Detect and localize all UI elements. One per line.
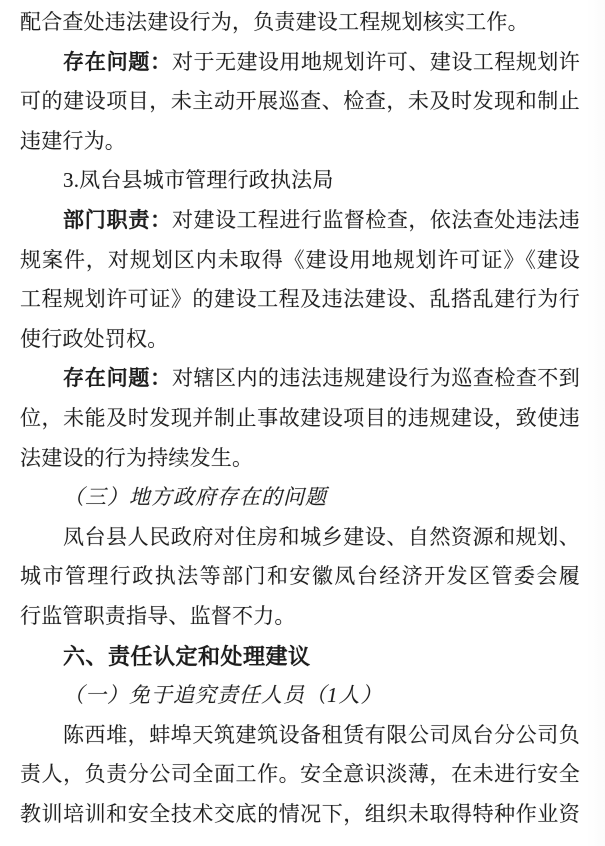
text-run: 凤台县人民政府对住房和城乡建设、自然资源和规划、: [63, 524, 580, 549]
text-run: 行监管职责指导、监督不力。: [20, 603, 296, 628]
text-line-4: [20, 122, 580, 162]
text-line-10: [20, 359, 580, 399]
text-line-18: [20, 676, 580, 716]
text-run: 对建设工程进行监督检查，依法查处违法违: [171, 207, 581, 232]
text-run: 教训培训和安全技术交底的情况下，组织未取得特种作业资: [20, 801, 580, 826]
text-line-19: [20, 716, 580, 756]
text-run: 法建设的行为持续发生。: [20, 445, 254, 470]
text-run: 对辖区内的违法违规建设行为巡查检查不到: [171, 366, 581, 391]
text-run: 违建行为。: [20, 128, 126, 153]
text-run: 陈西堆，蚌埠天筑建筑设备租赁有限公司凤台分公司负: [63, 722, 580, 747]
text-line-1: [20, 3, 580, 43]
text-line-6: [20, 201, 580, 241]
text-line-14: [20, 518, 580, 558]
text-run: 六、责任认定和处理建议: [63, 643, 311, 669]
text-run: （一）免于追究责任人员（1人）: [63, 683, 383, 708]
text-run: 工程规划许可证》的建设工程及违法建设、乱搭乱建行为行: [20, 287, 580, 312]
text-line-5: [20, 161, 580, 201]
text-line-8: [20, 280, 580, 320]
text-run: 对于无建设用地规划许可、建设工程规划许: [171, 49, 581, 74]
text-run: 规案件，对规划区内未取得《建设用地规划许可证》《建设: [20, 247, 580, 272]
bold-run-label: 存在问题：: [63, 367, 172, 391]
text-line-11: [20, 399, 580, 439]
text-run: 可的建设项目，未主动开展巡查、检查，未及时发现和制止: [20, 89, 580, 114]
text-run: 城市管理行政执法等部门和安徽凤台经济开发区管委会履: [20, 564, 580, 589]
text-line-7: [20, 241, 580, 281]
text-run: （三）地方政府存在的问题: [63, 485, 327, 510]
bold-run-label: 部门职责：: [63, 208, 172, 232]
text-run: 位，未能及时发现并制止事故建设项目的违规建设，致使违: [20, 405, 580, 430]
text-line-21: [20, 795, 580, 835]
text-line-20: [20, 755, 580, 795]
text-line-15: [20, 557, 580, 597]
text-run: 使行政处罚权。: [20, 326, 169, 351]
text-run: 配合查处违法建设行为，负责建设工程规划核实工作。: [20, 10, 529, 34]
bold-run-label: 存在问题：: [63, 50, 172, 74]
text-line-16: [20, 597, 580, 637]
text-line-17: [20, 637, 580, 677]
text-lines: [20, 3, 580, 834]
text-line-13: [20, 478, 580, 518]
text-line-9: [20, 320, 580, 360]
text-line-2: [20, 43, 580, 83]
text-run: 3.凤台县城市管理行政执法局: [63, 168, 334, 193]
text-line-12: [20, 439, 580, 479]
text-run: 责人，负责分公司全面工作。安全意识淡薄，在未进行安全: [20, 762, 580, 787]
text-line-3: [20, 82, 580, 122]
